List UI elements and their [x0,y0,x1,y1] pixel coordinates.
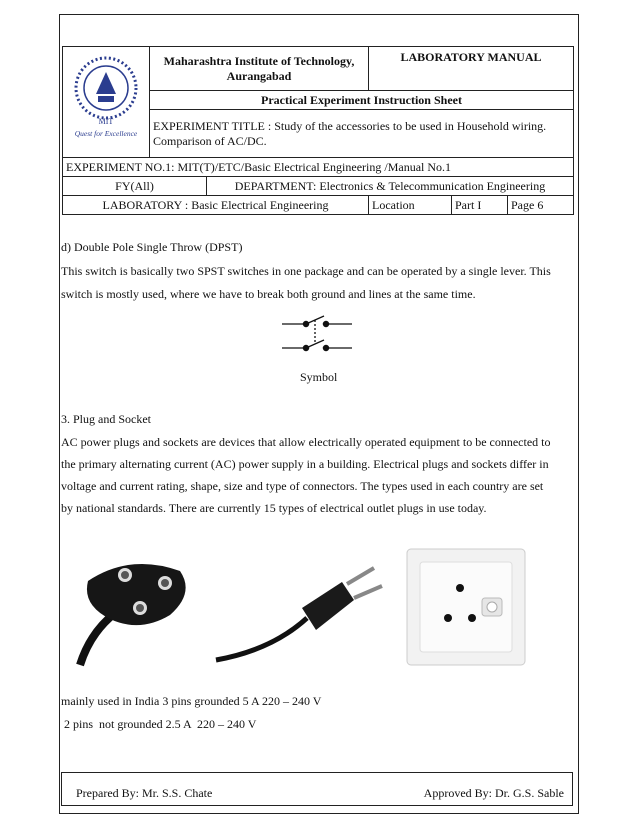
department-label: DEPARTMENT: Electronics & Telecommunication Engineering [207,177,574,196]
fy-label: FY(All) [63,177,207,196]
manual-label: LABORATORY MANUAL [369,47,574,91]
mit-logo [68,50,144,150]
footer [61,772,573,806]
two-pin-note: 2 pins not grounded 2.5 A 220 – 240 V [61,717,257,731]
location-label: Location [369,196,452,215]
svg-text:Quest for Excellence: Quest for Excellence [74,129,138,138]
dpst-line-1: This switch is basically two SPST switches in one package and can be operated by a single lever. This [61,264,551,278]
plug-line-2: the primary alternating current (AC) power supply in a building. Electrical plugs and sockets differ in [61,457,549,471]
approved-by: Approved By: Dr. G.S. Sable [423,786,564,800]
plug-heading: 3. Plug and Socket [61,412,151,426]
sheet-title: Practical Experiment Instruction Sheet [150,91,574,110]
socket-image [406,548,526,666]
symbol-label: Symbol [300,370,338,384]
plug-line-4: by national standards. There are currently 15 types of electrical outlet plugs in use today. [61,501,487,515]
dpst-symbol [282,314,356,358]
plug-line-3: voltage and current rating, shape, size and type of connectors. The types used in each country are set [61,479,544,493]
prepared-by: Prepared By: Mr. S.S. Chate [76,786,213,800]
experiment-title: EXPERIMENT TITLE : Study of the accessories to be used in Household wiring. Comparison of AC/DC. [150,110,574,158]
dpst-line-2: switch is mostly used, where we have to break both ground and lines at the same time. [61,287,476,301]
svg-text:MIT: MIT [98,117,114,126]
page-number: Page 6 [508,196,574,215]
laboratory-label: LABORATORY : Basic Electrical Engineering [63,196,369,215]
institute-name: Maharashtra Institute of Technology, Aurangabad [150,47,369,91]
header-table [62,46,574,215]
part-label: Part I [452,196,508,215]
india-plug-note: mainly used in India 3 pins grounded 5 A 220 – 240 V [61,694,322,708]
dpst-heading: d) Double Pole Single Throw (DPST) [61,240,243,254]
two-pin-plug-image [212,560,392,665]
three-pin-plug-image [70,553,200,668]
logo-cell [63,47,150,158]
experiment-number: EXPERIMENT NO.1: MIT(T)/ETC/Basic Electrical Engineering /Manual No.1 [63,158,574,177]
plug-line-1: AC power plugs and sockets are devices that allow electrically operated equipment to be connected to [61,435,551,449]
